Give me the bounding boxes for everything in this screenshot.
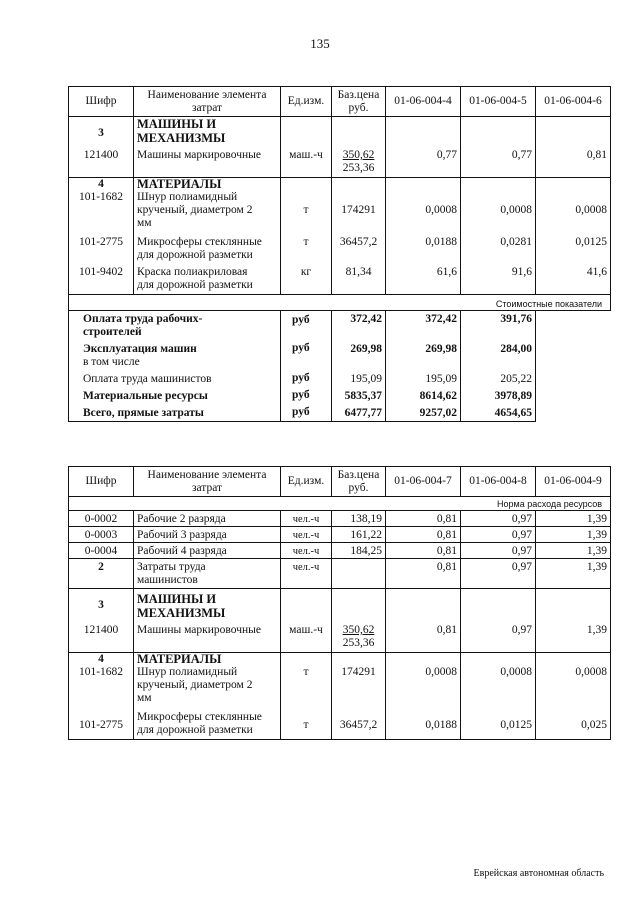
cost-column-divider [331, 311, 332, 340]
norm-label-row: Норма расхода ресурсов [69, 497, 611, 511]
header-price: Баз.цена руб. [332, 87, 386, 117]
section-materials: 4 МАТЕРИАЛЫ [69, 653, 611, 667]
cost-unit: руб [292, 389, 310, 401]
cost-unit: руб [292, 313, 310, 326]
cost-column-divider [331, 403, 332, 422]
cost-row: Эксплуатация машин в том числе 269,98 269,98 284,00 [69, 339, 611, 369]
section-code: 3 [69, 117, 134, 146]
table-header-row: Шифр Наименование элемента затрат Ед.изм. Баз.цена руб. 01-06-004-7 01-06-004-8 01-06-004-9 [69, 467, 611, 497]
cost-unit: руб [292, 406, 310, 418]
cost-column-divider [331, 386, 332, 403]
cost-row: Оплата труда рабочих- строителей 372,42 372,42 391,76 [69, 311, 611, 340]
table-row: 101-2775 Микросферы стеклянные для дорожной разметки т 36457,2 0,0188 0,0281 0,0125 [69, 230, 611, 262]
footer-region: Еврейская автономная область [473, 868, 604, 879]
header-code: Шифр [69, 87, 134, 117]
table-row: 121400 Машины маркировочные маш.-ч 350,62 253,36 0,81 0,97 1,39 [69, 620, 611, 653]
cost-unit: руб [292, 372, 310, 384]
cost-column-divider [331, 339, 332, 369]
section-machines [69, 117, 611, 146]
section-machines: 3 МАШИНЫ И МЕХАНИЗМЫ [69, 589, 611, 621]
cost-column-divider [280, 369, 281, 386]
header-col1: 01-06-004-4 [386, 87, 461, 117]
table-row: 121400 Машины маркировочные маш.-ч 350,62 253,36 0,77 0,77 0,81 [69, 145, 611, 178]
section-title: МАШИНЫ И МЕХАНИЗМЫ [134, 117, 281, 146]
table-row: 0-0002 Рабочие 2 разряда чел.-ч 138,19 0,81 0,97 1,39 [69, 511, 611, 527]
table-row: 2 Затраты труда машинистов чел.-ч 0,81 0,97 1,39 [69, 559, 611, 589]
table-row: 101-9402 Краска полиакриловая для дорожной разметки кг 81,34 61,6 91,6 41,6 [69, 262, 611, 295]
header-name: Наименование элемента затрат [134, 87, 281, 117]
resource-table-2 [68, 466, 611, 740]
table-row: 0-0004 Рабочий 4 разряда чел.-ч 184,25 0,81 0,97 1,39 [69, 543, 611, 559]
cost-label-row: Стоимостные показатели [69, 295, 611, 311]
header-col2: 01-06-004-5 [461, 87, 536, 117]
cost-row: Всего, прямые затраты 6477,77 9257,02 4654,65 [69, 403, 611, 422]
cost-unit: руб [292, 342, 310, 354]
cost-column-divider [280, 311, 281, 340]
table-row: 101-2775 Микросферы стеклянные для дорожной разметки т 36457,2 0,0188 0,0125 0,025 [69, 705, 611, 740]
cost-column-divider [331, 369, 332, 386]
table-header-row [69, 87, 611, 117]
header-col3: 01-06-004-6 [536, 87, 611, 117]
table-row: 0-0003 Рабочий 3 разряда чел.-ч 161,22 0,81 0,97 1,39 [69, 527, 611, 543]
table-row: 101-1682 Шнур полиамидный крученый, диаметром 2 мм т 174291 0,0008 0,0008 0,0008 [69, 666, 611, 705]
resource-table-1 [68, 86, 611, 422]
table-row: 101-1682 Шнур полиамидный крученый, диаметром 2 мм т 174291 0,0008 0,0008 0,0008 [69, 191, 611, 230]
cost-row: Материальные ресурсы 5835,37 8614,62 3978,89 [69, 386, 611, 403]
cost-row: Оплата труда машинистов 195,09 195,09 205,22 [69, 369, 611, 386]
page-number: 135 [310, 36, 330, 51]
cost-column-divider [280, 403, 281, 422]
section-materials: 4 МАТЕРИАЛЫ [69, 178, 611, 192]
header-unit: Ед.изм. [281, 87, 332, 117]
cost-column-divider [280, 339, 281, 369]
cost-column-divider [280, 386, 281, 403]
